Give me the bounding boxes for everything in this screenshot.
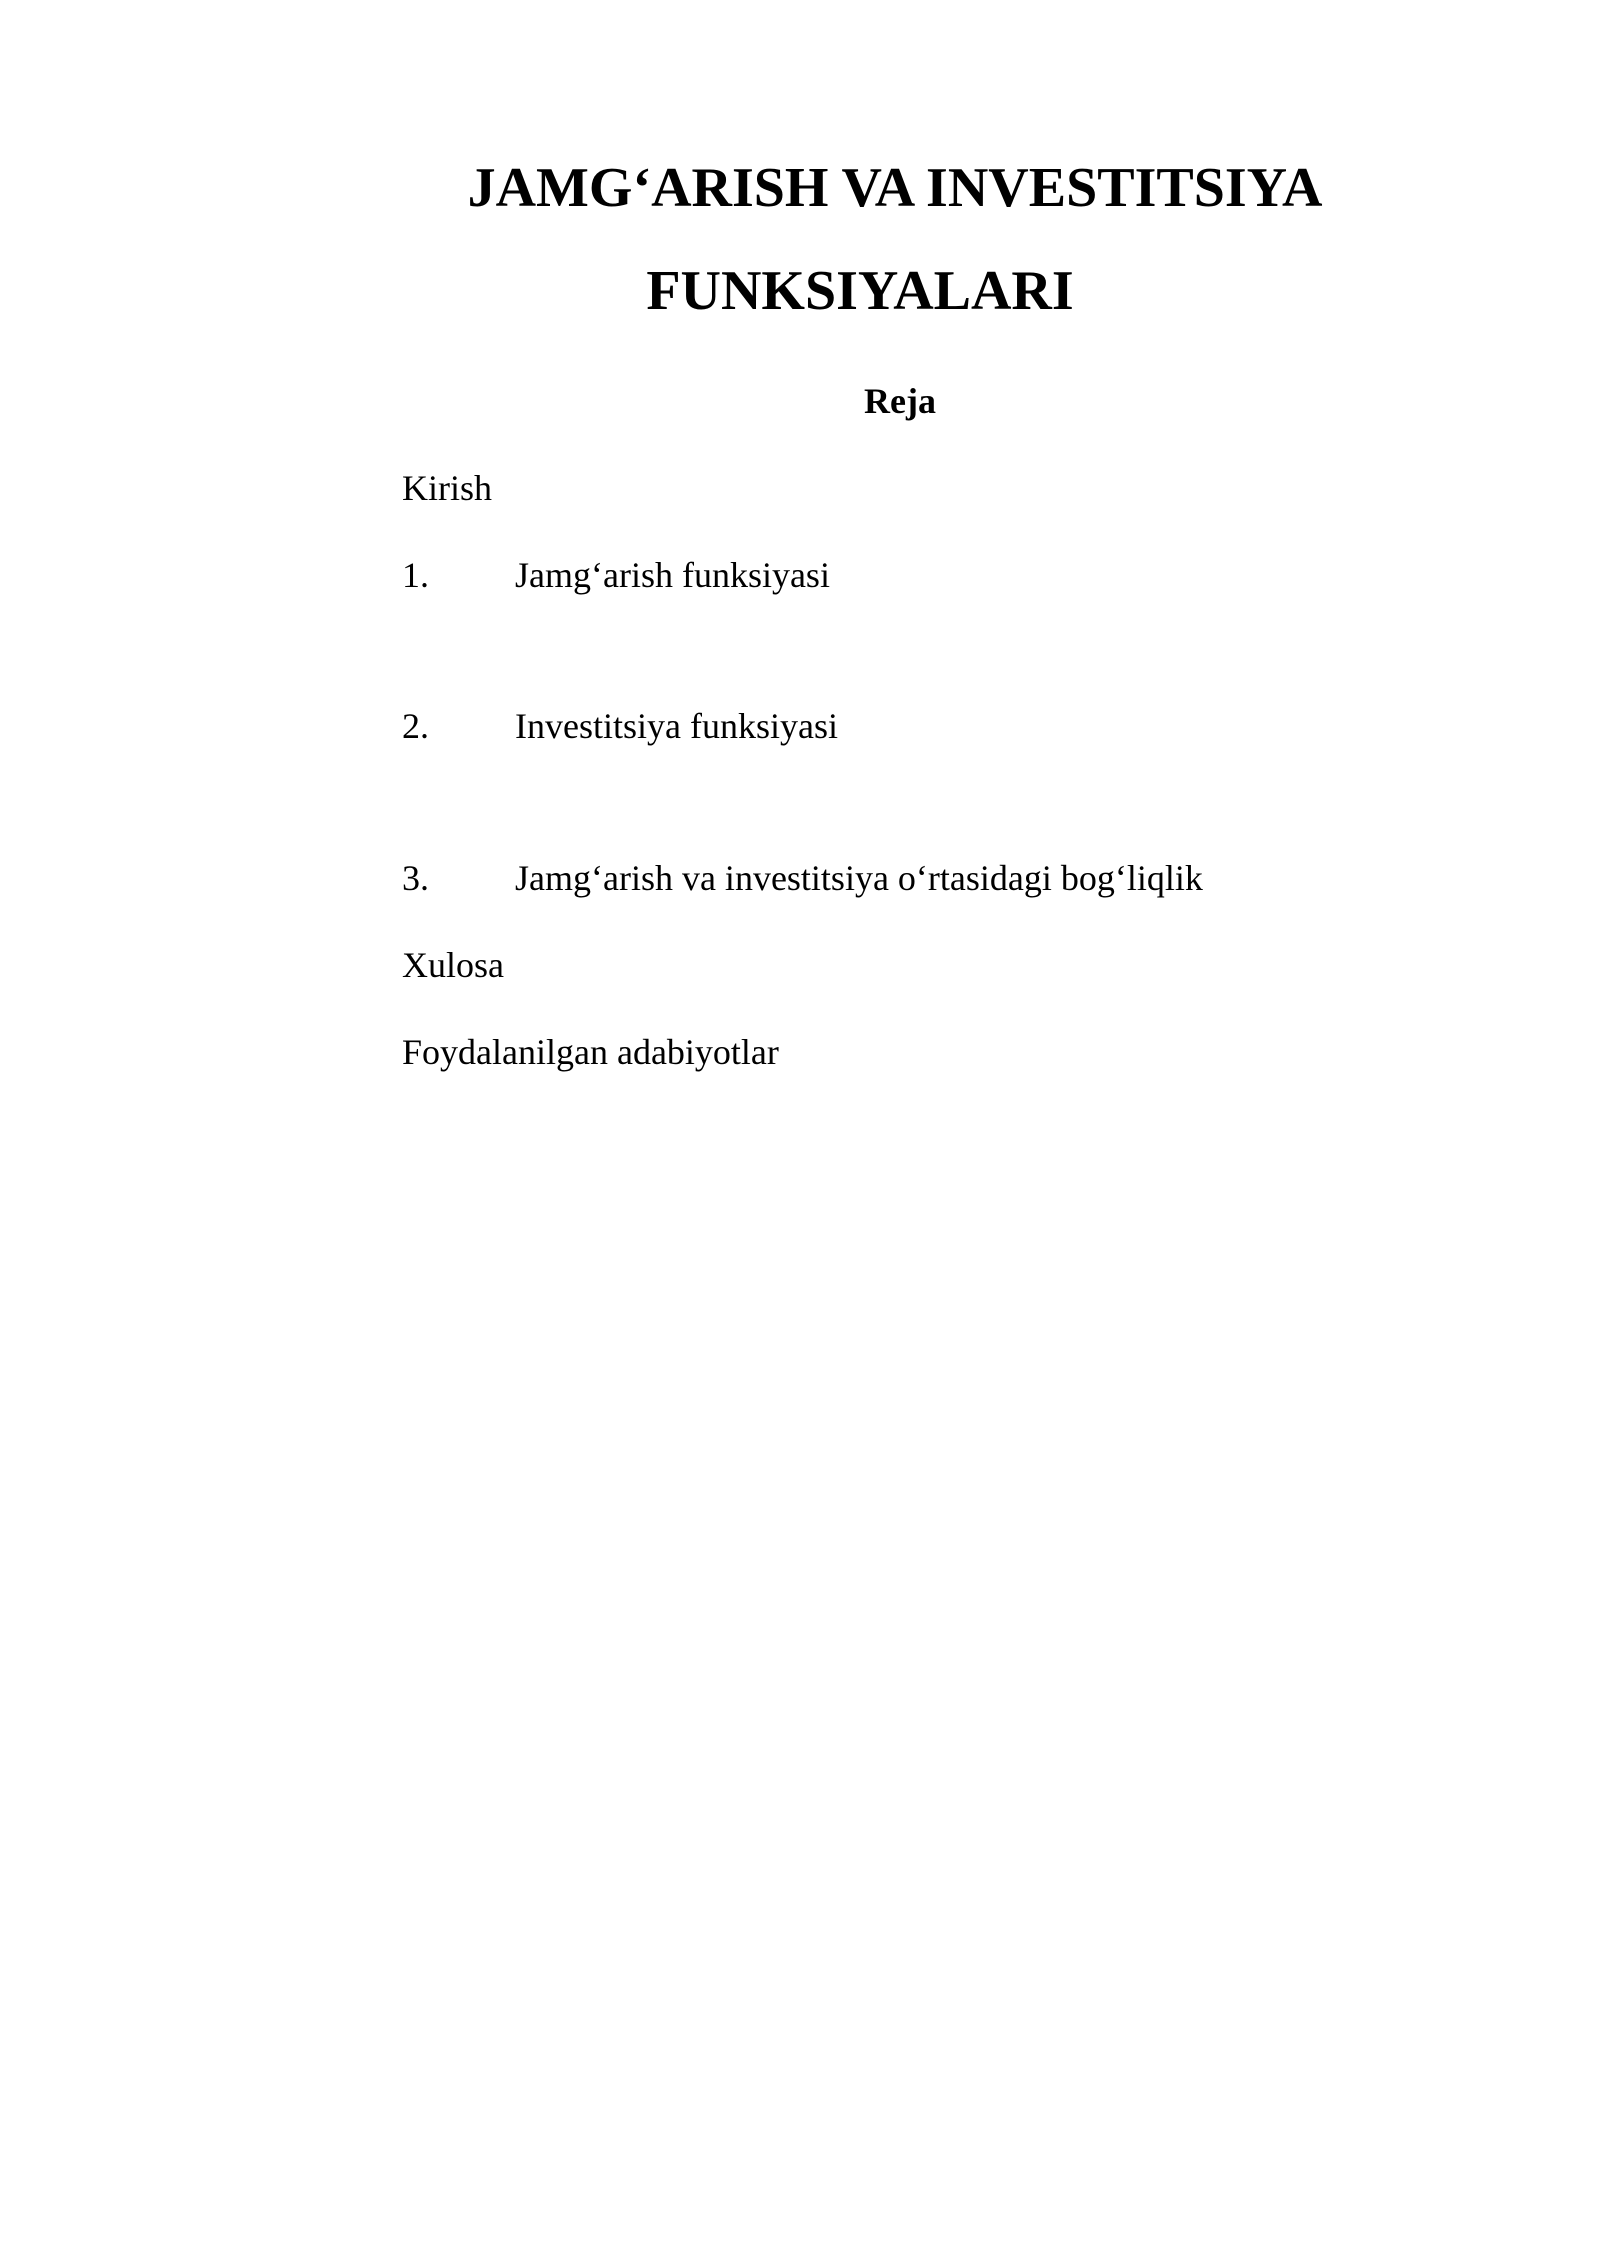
plan-item-text: Investitsiya funksiyasi: [515, 706, 838, 746]
plan-item-text: Jamg‘arish funksiyasi: [515, 555, 830, 595]
document-title-line-2: FUNKSIYALARI: [646, 260, 1074, 322]
plan-item-text: Jamg‘arish va investitsiya o‘rtasidagi bog‘liqlik: [515, 858, 1203, 898]
plan-heading: Reja: [864, 381, 936, 421]
plan-item-2: [402, 708, 838, 744]
document-title-line-1: JAMG‘ARISH VA INVESTITSIYA: [467, 157, 1323, 219]
plan-item-number: 3.: [402, 858, 429, 898]
plan-item-number: 2.: [402, 706, 429, 746]
plan-intro: Kirish: [402, 468, 492, 508]
plan-item-number: 1.: [402, 555, 429, 595]
plan-references: Foydalanilgan adabiyotlar: [402, 1032, 779, 1072]
plan-item-3: [402, 860, 1203, 896]
plan-item-1: [402, 557, 830, 593]
plan-conclusion: Xulosa: [402, 945, 504, 985]
